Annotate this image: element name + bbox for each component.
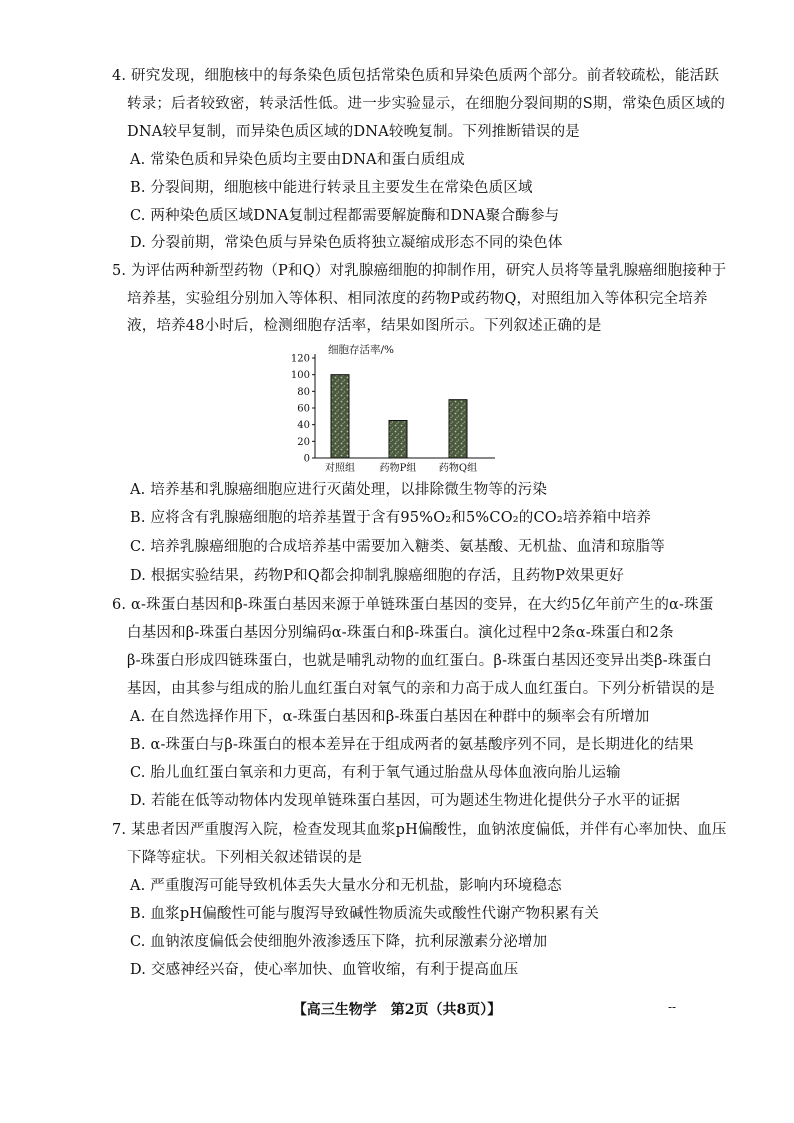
q7-option-d: D. 交感神经兴奋，使心率加快、血管收缩，有利于提高血压 xyxy=(130,962,519,978)
chart-title: 细胞存活率/% xyxy=(328,344,395,356)
bar-1 xyxy=(331,375,349,458)
y-tick-label: 20 xyxy=(297,436,310,448)
page-footer: 【高三生物学 第2页（共8页）】 xyxy=(292,1002,502,1018)
q7-option-a: A. 严重腹泻可能导致机体丢失大量水分和无机盐，影响内环境稳态 xyxy=(130,878,562,894)
q6-option-b: B. α-珠蛋白与β-珠蛋白的根本差异在于组成两者的氨基酸序列不同，是长期进化的结果 xyxy=(130,737,694,753)
x-category-label: 对照组 xyxy=(325,463,355,474)
q6-stem-line-2: 白基因和β-珠蛋白基因分别编码α-珠蛋白和β-珠蛋白。演化过程中2条α-珠蛋白和2条 xyxy=(127,625,674,641)
bar-3 xyxy=(449,400,467,458)
q5-stem-line-3: 液，培养48小时后，检测细胞存活率，结果如图所示。下列叙述正确的是 xyxy=(127,318,602,334)
x-category-label: 药物Q组 xyxy=(438,463,478,474)
q6-stem-line-1: 6. α-珠蛋白基因和β-珠蛋白基因来源于单链珠蛋白基因的变异，在大约5亿年前产生的α-珠蛋 xyxy=(112,597,714,613)
q4-option-d: D. 分裂前期，常染色质与异染色质将独立凝缩成形态不同的染色体 xyxy=(130,235,563,251)
bar-2 xyxy=(389,421,407,459)
corner-mark: -- xyxy=(668,1000,677,1014)
q6-option-c: C. 胎儿血红蛋白氧亲和力更高，有利于氧气通过胎盘从母体血液向胎儿运输 xyxy=(130,765,621,781)
q5-stem-line-2: 培养基，实验组分别加入等体积、相同浓度的药物P或药物Q，对照组加入等体积完全培养 xyxy=(127,291,708,307)
q6-stem-line-3: β-珠蛋白形成四链珠蛋白，也就是哺乳动物的血红蛋白。β-珠蛋白基因还变异出类β-珠蛋白 xyxy=(127,653,712,669)
q7-stem-line-1: 7. 某患者因严重腹泻入院，检查发现其血浆pH偏酸性，血钠浓度偏低，并伴有心率加快、血压 xyxy=(112,822,727,838)
q7-stem-line-2: 下降等症状。下列相关叙述错误的是 xyxy=(127,850,363,866)
q5-option-a: A. 培养基和乳腺癌细胞应进行灭菌处理，以排除微生物等的污染 xyxy=(130,482,548,498)
y-tick-label: 80 xyxy=(297,386,310,398)
y-tick-label: 0 xyxy=(303,453,310,465)
q4-option-a: A. 常染色质和异染色质均主要由DNA和蛋白质组成 xyxy=(130,152,465,168)
y-tick-label: 40 xyxy=(297,420,310,432)
q7-option-b: B. 血浆pH偏酸性可能与腹泻导致碱性物质流失或酸性代谢产物积累有关 xyxy=(130,906,600,922)
q5-option-d: D. 根据实验结果，药物P和Q都会抑制乳腺癌细胞的存活，且药物P效果更好 xyxy=(130,568,624,584)
q4-option-b: B. 分裂间期，细胞核中能进行转录且主要发生在常染色质区域 xyxy=(130,180,533,196)
q4-stem-line-1: 4. 研究发现，细胞核中的每条染色质包括常染色质和异染色质两个部分。前者较疏松，能活跃 xyxy=(112,68,720,84)
x-category-label: 药物P组 xyxy=(379,463,417,474)
survival-rate-chart xyxy=(280,340,510,480)
q4-stem-line-2: 转录；后者较致密，转录活性低。进一步实验显示，在细胞分裂间期的S期，常染色质区域的 xyxy=(127,96,726,112)
q5-option-b: B. 应将含有乳腺癌细胞的培养基置于含有95%O₂和5%CO₂的CO₂培养箱中培养 xyxy=(130,510,652,526)
q6-option-a: A. 在自然选择作用下，α-珠蛋白基因和β-珠蛋白基因在种群中的频率会有所增加 xyxy=(130,709,650,725)
q5-stem-line-1: 5. 为评估两种新型药物（P和Q）对乳腺癌细胞的抑制作用，研究人员将等量乳腺癌细胞接种于 xyxy=(112,263,727,279)
y-tick-label: 100 xyxy=(290,370,310,382)
q4-option-c: C. 两种染色质区域DNA复制过程都需要解旋酶和DNA聚合酶参与 xyxy=(130,208,560,224)
q7-option-c: C. 血钠浓度偏低会使细胞外液渗透压下降，抗利尿激素分泌增加 xyxy=(130,934,548,950)
q6-option-d: D. 若能在低等动物体内发现单链珠蛋白基因，可为题述生物进化提供分子水平的证据 xyxy=(130,793,681,809)
y-tick-label: 120 xyxy=(290,353,310,365)
q4-stem-line-3: DNA较早复制，而异染色质区域的DNA较晚复制。下列推断错误的是 xyxy=(127,124,580,140)
q6-stem-line-4: 基因，由其参与组成的胎儿血红蛋白对氧气的亲和力高于成人血红蛋白。下列分析错误的是 xyxy=(127,681,715,697)
chart-svg xyxy=(280,340,510,480)
q5-option-c: C. 培养乳腺癌细胞的合成培养基中需要加入糖类、氨基酸、无机盐、血清和琼脂等 xyxy=(130,539,665,555)
y-tick-label: 60 xyxy=(297,403,310,415)
